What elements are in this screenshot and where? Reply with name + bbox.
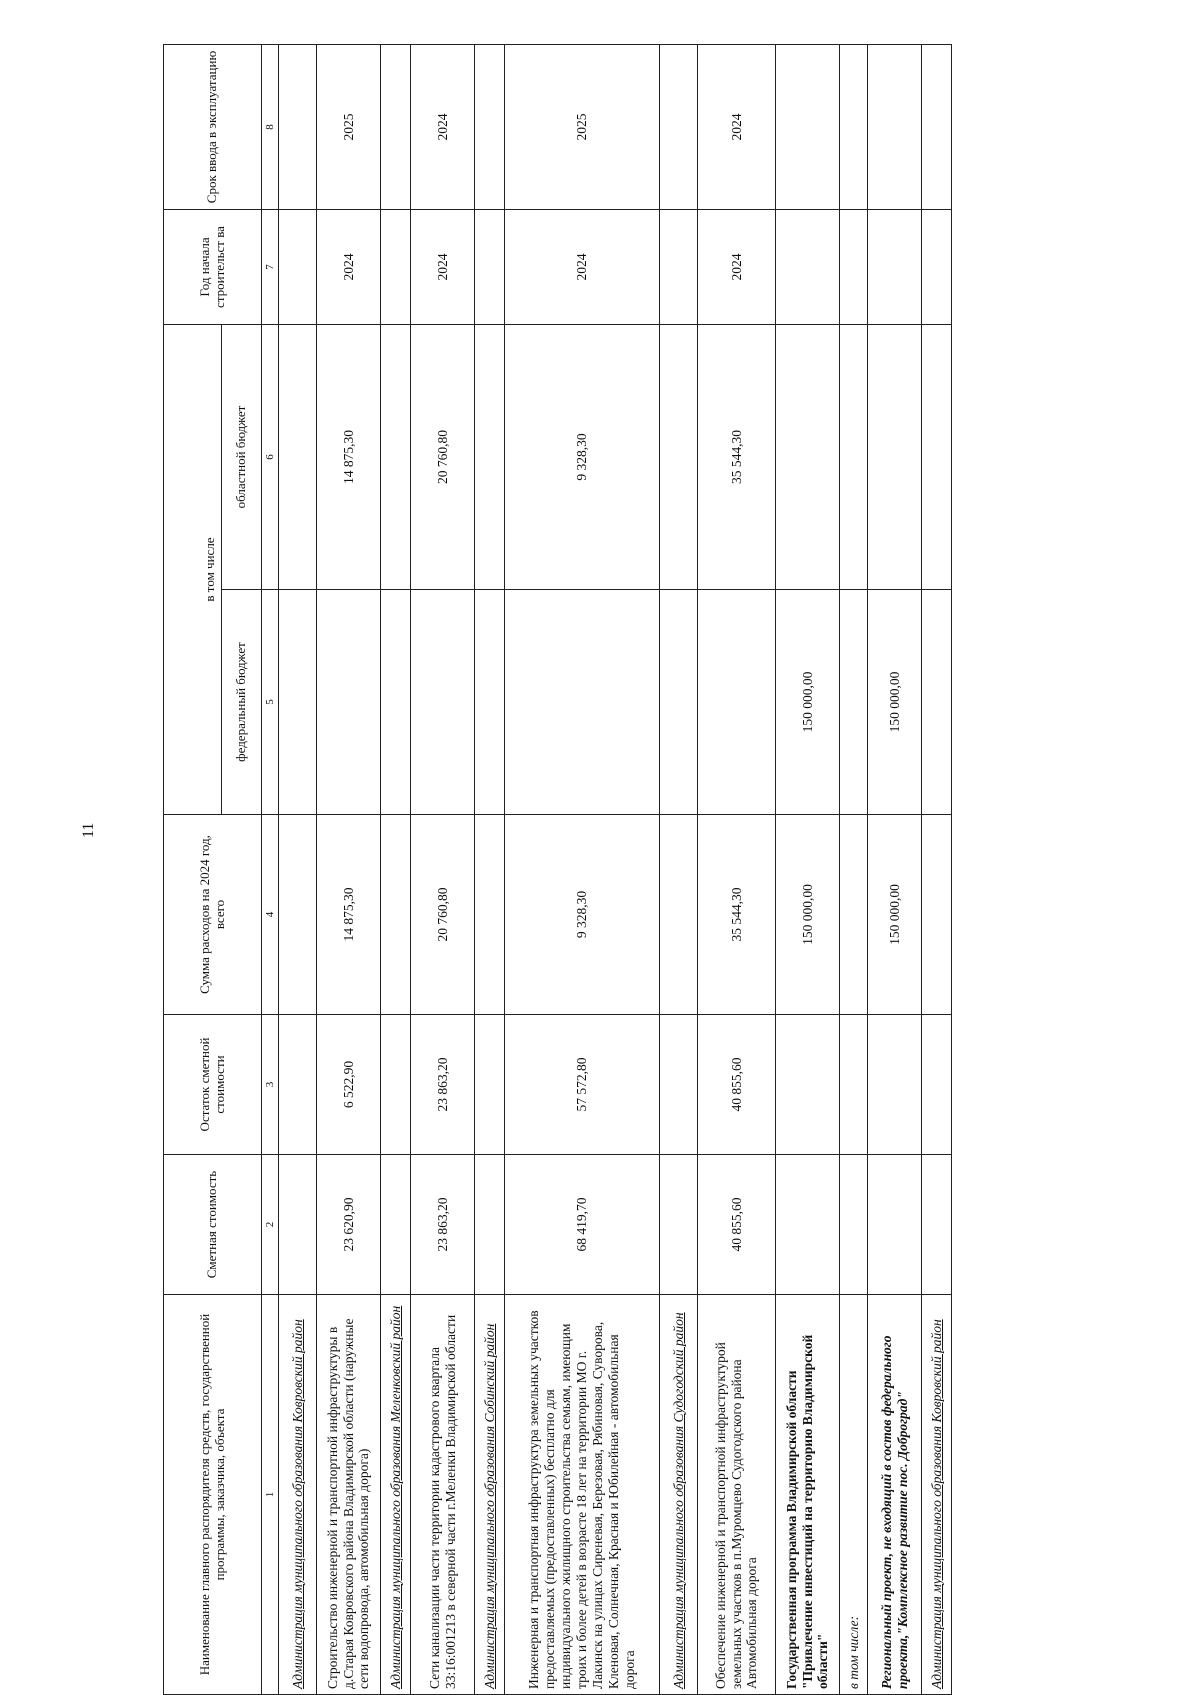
table-row bbox=[660, 45, 698, 1695]
header-federal-budget: федеральный бюджет bbox=[222, 590, 262, 815]
table-row bbox=[840, 45, 868, 1695]
commissioning-cell: 2024 bbox=[698, 45, 776, 210]
start-year-cell bbox=[776, 210, 840, 325]
header-in-total: в том числе bbox=[164, 325, 222, 815]
remaining-cost-cell bbox=[868, 1015, 922, 1155]
remaining-cost-cell bbox=[475, 1015, 505, 1155]
federal-budget-cell bbox=[698, 590, 776, 815]
column-number: 1 bbox=[262, 1295, 279, 1695]
table-row bbox=[868, 45, 922, 1695]
table-row bbox=[317, 45, 381, 1695]
column-number-row bbox=[262, 45, 279, 1695]
estimated-cost-cell: 40 855,60 bbox=[698, 1155, 776, 1295]
estimated-cost-cell bbox=[922, 1155, 952, 1295]
column-number: 5 bbox=[262, 590, 279, 815]
agency-name bbox=[475, 1295, 505, 1695]
estimated-cost-cell bbox=[660, 1155, 698, 1295]
total-2024-cell bbox=[279, 815, 317, 1015]
regional-budget-cell bbox=[660, 325, 698, 590]
remaining-cost-cell bbox=[922, 1015, 952, 1155]
regional-budget-cell bbox=[868, 325, 922, 590]
regional-budget-cell bbox=[381, 325, 411, 590]
regional-budget-cell bbox=[475, 325, 505, 590]
row-label: Обеспечение инженерной и транспортной инфраструктурой земельных участков в п.Муромцево Судогодского района Автомобильная дорога bbox=[712, 1342, 760, 1689]
start-year-cell: 2024 bbox=[411, 210, 475, 325]
federal-budget-cell bbox=[922, 590, 952, 815]
remaining-cost-cell: 57 572,80 bbox=[505, 1015, 660, 1155]
column-number: 8 bbox=[262, 45, 279, 210]
start-year-cell bbox=[475, 210, 505, 325]
table-row bbox=[776, 45, 840, 1695]
row-label: Администрация муниципального образования Собинский район bbox=[481, 1323, 497, 1689]
regional-budget-cell: 35 544,30 bbox=[698, 325, 776, 590]
regional-budget-cell bbox=[922, 325, 952, 590]
regional-budget-cell bbox=[840, 325, 868, 590]
start-year-cell bbox=[279, 210, 317, 325]
agency-name bbox=[922, 1295, 952, 1695]
regional-budget-cell: 20 760,80 bbox=[411, 325, 475, 590]
total-2024-cell bbox=[660, 815, 698, 1015]
remaining-cost-cell bbox=[279, 1015, 317, 1155]
table-row bbox=[922, 45, 952, 1695]
federal-budget-cell: 150 000,00 bbox=[776, 590, 840, 815]
remaining-cost-cell bbox=[776, 1015, 840, 1155]
object-name bbox=[411, 1295, 475, 1695]
federal-budget-cell bbox=[660, 590, 698, 815]
total-2024-cell: 150 000,00 bbox=[868, 815, 922, 1015]
remaining-cost-cell bbox=[840, 1015, 868, 1155]
start-year-cell: 2024 bbox=[317, 210, 381, 325]
table-row bbox=[475, 45, 505, 1695]
row-label: Администрация муниципального образования Ковровский район bbox=[289, 1319, 305, 1689]
header-estimated-cost: Сметная стоимость bbox=[164, 1155, 262, 1295]
regional-budget-cell: 14 875,30 bbox=[317, 325, 381, 590]
total-2024-cell: 150 000,00 bbox=[776, 815, 840, 1015]
remaining-cost-cell: 23 863,20 bbox=[411, 1015, 475, 1155]
column-number: 2 bbox=[262, 1155, 279, 1295]
start-year-cell bbox=[840, 210, 868, 325]
regional-budget-cell bbox=[279, 325, 317, 590]
including-label bbox=[840, 1295, 868, 1695]
federal-budget-cell: 150 000,00 bbox=[868, 590, 922, 815]
row-label: Администрация муниципального образования Судогодский район bbox=[670, 1312, 686, 1689]
object-name bbox=[505, 1295, 660, 1695]
estimated-cost-cell: 23 863,20 bbox=[411, 1155, 475, 1295]
commissioning-cell bbox=[922, 45, 952, 210]
commissioning-cell bbox=[279, 45, 317, 210]
federal-budget-cell bbox=[317, 590, 381, 815]
commissioning-cell: 2025 bbox=[317, 45, 381, 210]
federal-budget-cell bbox=[279, 590, 317, 815]
header-total-2024: Сумма расходов на 2024 год, всего bbox=[164, 815, 262, 1015]
total-2024-cell: 14 875,30 bbox=[317, 815, 381, 1015]
page-number: 11 bbox=[80, 822, 97, 838]
agency-name bbox=[279, 1295, 317, 1695]
header-regional-budget: областной бюджет bbox=[222, 325, 262, 590]
remaining-cost-cell bbox=[660, 1015, 698, 1155]
row-label: Региональный проект, не входящий в состав федерального проекта,"Комплексное развитие пос. Доброград" bbox=[878, 1335, 910, 1689]
total-2024-cell bbox=[475, 815, 505, 1015]
total-2024-cell: 9 328,30 bbox=[505, 815, 660, 1015]
remaining-cost-cell: 6 522,90 bbox=[317, 1015, 381, 1155]
start-year-cell bbox=[868, 210, 922, 325]
commissioning-cell bbox=[660, 45, 698, 210]
budget-table bbox=[163, 44, 952, 1695]
row-label: Сети канализации части территории кадастрового квартала 33:16:001213 в северной части г.Меленки Владимирской области bbox=[426, 1314, 458, 1689]
commissioning-cell bbox=[868, 45, 922, 210]
federal-budget-cell bbox=[505, 590, 660, 815]
commissioning-cell bbox=[776, 45, 840, 210]
federal-budget-cell bbox=[381, 590, 411, 815]
estimated-cost-cell bbox=[475, 1155, 505, 1295]
row-label: Администрация муниципального образования Меленковский район bbox=[387, 1305, 403, 1689]
table-row bbox=[279, 45, 317, 1695]
regional-budget-cell bbox=[776, 325, 840, 590]
start-year-cell bbox=[660, 210, 698, 325]
total-2024-cell bbox=[840, 815, 868, 1015]
start-year-cell bbox=[922, 210, 952, 325]
header-start-year: Год начала строительст ва bbox=[164, 210, 262, 325]
commissioning-cell: 2025 bbox=[505, 45, 660, 210]
rotated-table-container bbox=[163, 45, 1051, 1695]
commissioning-cell bbox=[475, 45, 505, 210]
row-label: Администрация муниципального образования Ковровский район bbox=[928, 1319, 944, 1689]
estimated-cost-cell bbox=[868, 1155, 922, 1295]
header-commissioning: Срок ввода в эксплуатацию bbox=[164, 45, 262, 210]
federal-budget-cell bbox=[475, 590, 505, 815]
table-row bbox=[505, 45, 660, 1695]
row-label: в том числе: bbox=[845, 1615, 861, 1689]
start-year-cell: 2024 bbox=[505, 210, 660, 325]
federal-budget-cell bbox=[411, 590, 475, 815]
table-row bbox=[411, 45, 475, 1695]
commissioning-cell bbox=[840, 45, 868, 210]
remaining-cost-cell bbox=[381, 1015, 411, 1155]
table-row bbox=[381, 45, 411, 1695]
column-number: 4 bbox=[262, 815, 279, 1015]
project-name bbox=[868, 1295, 922, 1695]
commissioning-cell bbox=[381, 45, 411, 210]
commissioning-cell: 2024 bbox=[411, 45, 475, 210]
estimated-cost-cell bbox=[279, 1155, 317, 1295]
header-remaining-cost: Остаток сметной стоимости bbox=[164, 1015, 262, 1155]
total-2024-cell: 35 544,30 bbox=[698, 815, 776, 1015]
column-number: 3 bbox=[262, 1015, 279, 1155]
agency-name bbox=[660, 1295, 698, 1695]
table-row bbox=[698, 45, 776, 1695]
program-name bbox=[776, 1295, 840, 1695]
row-label: Инженерная и транспортная инфраструктура земельных участков предоставляемых (предоставленных) бесплатно для индивидуального жилищного строительства семьям, имеющим троих и более детей в возрасте 18 лет на территории МО г. Лакинск на улицах Сиреневая, Березовая, Рябиновая, Суворова, Кленовая, Солнечная, Красная и Юбилейная - автомобильная дорога bbox=[526, 1310, 637, 1689]
total-2024-cell: 20 760,80 bbox=[411, 815, 475, 1015]
start-year-cell: 2024 bbox=[698, 210, 776, 325]
start-year-cell bbox=[381, 210, 411, 325]
estimated-cost-cell: 68 419,70 bbox=[505, 1155, 660, 1295]
estimated-cost-cell bbox=[381, 1155, 411, 1295]
total-2024-cell bbox=[381, 815, 411, 1015]
row-label: Строительство инженерной и транспортной инфраструктуры в д.Старая Ковровского района Владимирской области (наружные сети водопровода, автомобильная дорога) bbox=[324, 1318, 372, 1689]
estimated-cost-cell bbox=[840, 1155, 868, 1295]
estimated-cost-cell: 23 620,90 bbox=[317, 1155, 381, 1295]
estimated-cost-cell bbox=[776, 1155, 840, 1295]
object-name bbox=[317, 1295, 381, 1695]
column-number: 6 bbox=[262, 325, 279, 590]
remaining-cost-cell: 40 855,60 bbox=[698, 1015, 776, 1155]
total-2024-cell bbox=[922, 815, 952, 1015]
header-name: Наименование главного распорядителя средств, государственной программы, заказчика, объекта bbox=[164, 1295, 262, 1695]
agency-name bbox=[381, 1295, 411, 1695]
row-label: Государственная программа Владимирской области "Привлечение инвестиций на территорию Владимирской области" bbox=[783, 1334, 831, 1689]
object-name bbox=[698, 1295, 776, 1695]
federal-budget-cell bbox=[840, 590, 868, 815]
column-number: 7 bbox=[262, 210, 279, 325]
regional-budget-cell: 9 328,30 bbox=[505, 325, 660, 590]
